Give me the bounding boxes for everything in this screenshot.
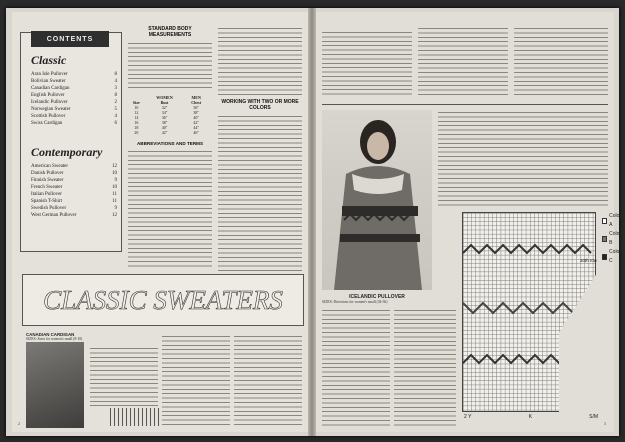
measurements-table [128,95,208,135]
legend-swatch [602,236,607,242]
toc-entry-page: 2 [114,100,117,105]
cardigan-body-text [90,346,158,406]
toc-row [31,113,117,120]
measurement-row [128,130,208,135]
measurement-cell: 32" [161,105,168,110]
measurement-cell: 46" [193,130,199,135]
legend-label: Color C [609,249,621,264]
toc-entry-name: English Pullover [31,93,65,98]
legend-item [602,212,622,230]
icelandic-body-text-3 [438,110,608,206]
colors-body-text [218,114,302,274]
measurement-cell: 42" [193,120,199,125]
center-gutter [308,8,316,436]
toc-entry-page: 12 [112,213,117,218]
measurement-cell: 42" [161,130,168,135]
measurement-cell: 40" [161,125,168,130]
toc-entry-name: Scottish Pullover [31,114,66,119]
legend-label: Color A [609,213,622,228]
icelandic-sizes: SIZES: Directions for women's small (34-36) [322,300,388,304]
toc-row [31,106,117,113]
icelandic-model-photo [322,110,432,290]
col-bust: Bust [160,100,169,105]
icelandic-body-text-2 [394,308,456,426]
classic-list [31,71,117,127]
toc-row [31,191,117,198]
contents-box [20,32,122,252]
measurement-cell: 38" [193,110,199,115]
toc-entry-name: Finnish Sweater [31,178,64,183]
legend-swatch [602,254,607,260]
toc-row [31,92,117,99]
toc-entry-page: 10 [112,171,117,176]
toc-entry-name: Swiss Cardigan [31,121,63,126]
measurement-cell: 18 [134,125,139,130]
toc-row [31,198,117,205]
classic-sweaters-banner [22,274,304,326]
toc-entry-page: 4 [114,79,117,84]
model-silhouette [322,110,432,290]
toc-entry-page: 8 [114,93,117,98]
toc-entry-name: French Sweater [31,185,63,190]
toc-entry-name: Danish Pullover [31,171,64,176]
toc-entry-name: Swedish Pullover [31,206,67,211]
magazine-spread [6,8,622,436]
toc-entry-page: 11 [112,192,117,197]
classic-title: Classic [31,53,67,67]
toc-entry-name: Icelandic Pullover [31,100,68,105]
legend-item [602,248,622,266]
measurement-cell: 16 [134,120,139,125]
contemporary-title: Contemporary [31,145,103,159]
chart-bottom-label: K [528,414,532,420]
toc-entry-name: Canadian Cardigan [31,86,70,91]
toc-entry-page: 10 [112,185,117,190]
toc-row [31,212,117,219]
measurement-cell: 36" [193,105,199,110]
measurement-cell: 38" [161,120,168,125]
abbrev-title: ABBREVIATIONS AND TERMS [136,141,204,146]
measurement-cell: 40" [193,115,199,120]
chart-legend [602,212,622,266]
right-page [316,12,622,432]
toc-entry-page: 6 [114,121,117,126]
measurement-cell: 34" [161,110,168,115]
toc-entry-name: Italian Pullover [31,192,62,197]
legend-label: Color B [609,231,622,246]
chart-bottom-labels [464,414,598,420]
col-chest: Chest [191,100,202,105]
toc-row [31,85,117,92]
measurements-title: STANDARD BODY MEASUREMENTS [148,26,192,38]
toc-entry-page: 4 [114,114,117,119]
cardigan-body-text-2 [162,334,230,426]
measurements-column [128,26,212,269]
icelandic-title: ICELANDIC PULLOVER [349,294,405,300]
measurement-cell: 10 [134,105,139,110]
chart-row-label: 30th row [580,258,597,263]
legend-item [602,230,622,248]
toc-row [31,170,117,177]
women-label: WOMEN [156,95,173,100]
colors-title: WORKING WITH TWO OR MORE COLORS [221,99,299,111]
toc-row [31,184,117,191]
cardigan-sizes: SIZES: Sizes for women's small (8-10) [26,337,83,341]
chart-bottom-label: S/M [589,414,598,420]
toc-entry-name: Aran Isle Pullover [31,72,68,77]
right-text-2 [418,26,508,98]
contents-heading: CONTENTS [31,31,109,47]
right-text-1 [322,30,412,98]
measurement-cell: 12 [134,110,139,115]
toc-entry-name: West German Pullover [31,213,77,218]
abbrev-body-text [128,149,212,269]
toc-entry-page: 8 [114,72,117,77]
colors-column [218,26,302,274]
toc-entry-page: 11 [112,199,117,204]
cardigan-body-text-3 [234,334,302,426]
measurement-cell: 44" [193,125,199,130]
right-text-3 [514,26,608,98]
banner-title: CLASSIC SWEATERS [43,284,283,315]
knitting-chart-grid [462,212,596,412]
left-page-number: 2 [18,422,20,426]
toc-entry-page: 5 [114,107,117,112]
legend-swatch [602,218,607,224]
toc-entry-page: 12 [112,164,117,169]
icelandic-body-text [322,308,390,426]
left-page [12,12,308,432]
toc-row [31,120,117,127]
chart-pattern [463,213,597,413]
toc-row [31,177,117,184]
chart-bottom-label: 2 Y [464,414,472,420]
toc-entry-name: American Sweater [31,164,69,169]
divider [322,104,608,105]
toc-entry-name: Norwegian Sweater [31,107,71,112]
measurement-cell: 14 [134,115,139,120]
col-size: Size [132,100,140,105]
cardigan-photo [26,342,84,428]
toc-row [31,205,117,212]
colors-intro-text [218,26,302,96]
contemporary-list [31,163,117,219]
right-page-number: 3 [604,422,606,426]
toc-row [31,163,117,170]
measurement-cell: 20 [134,130,139,135]
toc-row [31,71,117,78]
needle-illustration [110,408,160,426]
toc-entry-page: 9 [114,178,117,183]
toc-row [31,78,117,85]
cardigan-title: CANADIAN CARDIGAN [26,332,75,337]
toc-entry-page: 9 [114,206,117,211]
men-label: MEN [191,95,201,100]
toc-entry-name: Spanish T-Shirt [31,199,62,204]
measurement-cell: 36" [161,115,168,120]
toc-row [31,99,117,106]
toc-entry-name: Bolivian Sweater [31,79,66,84]
measurements-body-text [128,41,212,93]
toc-entry-page: 3 [114,86,117,91]
